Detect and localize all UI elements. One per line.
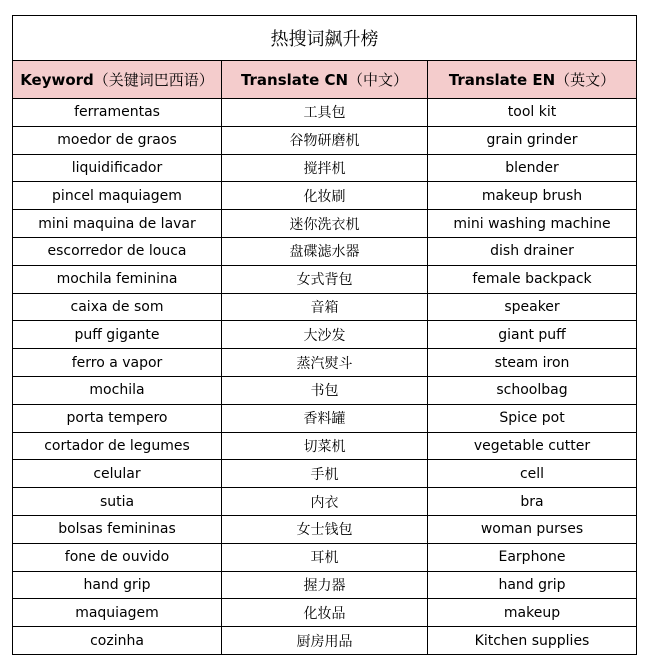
keyword-cell: mochila [13, 376, 222, 404]
translate-cn-cell: 内衣 [222, 488, 428, 516]
translate-en-cell: makeup [428, 599, 637, 627]
translate-en-cell: makeup brush [428, 182, 637, 210]
translate-cn-cell: 工具包 [222, 99, 428, 127]
keyword-cell: cortador de legumes [13, 432, 222, 460]
table-body [13, 99, 637, 655]
header-translate-cn [222, 61, 428, 99]
translate-en-cell: female backpack [428, 265, 637, 293]
table-row [13, 321, 637, 349]
title-row [13, 16, 637, 61]
translate-en-cell: speaker [428, 293, 637, 321]
header-row [13, 61, 637, 99]
table-row [13, 404, 637, 432]
translate-en-cell: Kitchen supplies [428, 627, 637, 655]
header-keyword-main: Keyword [20, 71, 94, 89]
translate-en-cell: giant puff [428, 321, 637, 349]
table-row [13, 432, 637, 460]
translate-en-cell: tool kit [428, 99, 637, 127]
keyword-cell: pincel maquiagem [13, 182, 222, 210]
keyword-cell: liquidificador [13, 154, 222, 182]
translate-cn-cell: 握力器 [222, 571, 428, 599]
keyword-cell: cozinha [13, 627, 222, 655]
table-row [13, 265, 637, 293]
translate-en-cell: blender [428, 154, 637, 182]
translate-cn-cell: 蒸汽熨斗 [222, 349, 428, 377]
translate-en-cell: mini washing machine [428, 210, 637, 238]
header-translate-cn-main: Translate CN [240, 71, 349, 89]
keyword-cell: celular [13, 460, 222, 488]
translate-en-cell: Earphone [428, 543, 637, 571]
translate-en-cell: woman purses [428, 515, 637, 543]
table-row [13, 154, 637, 182]
translate-en-cell: vegetable cutter [428, 432, 637, 460]
translate-cn-cell: 大沙发 [222, 321, 428, 349]
keyword-cell: moedor de graos [13, 126, 222, 154]
translate-cn-cell: 谷物研磨机 [222, 126, 428, 154]
translate-en-cell: bra [428, 488, 637, 516]
translate-cn-cell: 迷你洗衣机 [222, 210, 428, 238]
translate-cn-cell: 手机 [222, 460, 428, 488]
table-row [13, 460, 637, 488]
keyword-cell: mini maquina de lavar [13, 210, 222, 238]
table-row [13, 210, 637, 238]
header-keyword [13, 61, 222, 99]
translate-en-cell: dish drainer [428, 237, 637, 265]
translate-cn-cell: 搅拌机 [222, 154, 428, 182]
translate-cn-cell: 女士钱包 [222, 515, 428, 543]
keyword-cell: mochila feminina [13, 265, 222, 293]
keyword-cell: bolsas femininas [13, 515, 222, 543]
table-row [13, 349, 637, 377]
translate-en-cell: steam iron [428, 349, 637, 377]
header-translate-cn-sub: （中文） [348, 71, 409, 89]
translate-en-cell: grain grinder [428, 126, 637, 154]
header-keyword-sub: （关键词巴西语） [93, 71, 214, 89]
translate-cn-cell: 切菜机 [222, 432, 428, 460]
keyword-cell: maquiagem [13, 599, 222, 627]
table-row [13, 543, 637, 571]
table-row [13, 126, 637, 154]
table-row [13, 627, 637, 655]
translate-cn-cell: 盘碟滤水器 [222, 237, 428, 265]
table-row [13, 99, 637, 127]
table-row [13, 488, 637, 516]
header-translate-en-main: Translate EN [448, 71, 556, 89]
header-translate-en [428, 61, 637, 99]
table-row [13, 237, 637, 265]
translate-cn-cell: 化妆刷 [222, 182, 428, 210]
translate-cn-cell: 女式背包 [222, 265, 428, 293]
translate-cn-cell: 音箱 [222, 293, 428, 321]
table-title: 热搜词飙升榜 [13, 16, 637, 61]
keyword-cell: hand grip [13, 571, 222, 599]
keyword-cell: porta tempero [13, 404, 222, 432]
table-row [13, 376, 637, 404]
table-row [13, 182, 637, 210]
translate-en-cell: Spice pot [428, 404, 637, 432]
keyword-cell: ferramentas [13, 99, 222, 127]
translate-en-cell: hand grip [428, 571, 637, 599]
translate-cn-cell: 厨房用品 [222, 627, 428, 655]
translate-cn-cell: 香料罐 [222, 404, 428, 432]
translate-cn-cell: 耳机 [222, 543, 428, 571]
table-row [13, 293, 637, 321]
keyword-cell: puff gigante [13, 321, 222, 349]
keyword-cell: escorredor de louca [13, 237, 222, 265]
translate-en-cell: cell [428, 460, 637, 488]
translate-cn-cell: 化妆品 [222, 599, 428, 627]
table-row [13, 515, 637, 543]
keyword-cell: ferro a vapor [13, 349, 222, 377]
table-row [13, 599, 637, 627]
header-translate-en-sub: （英文） [555, 71, 616, 89]
table-row [13, 571, 637, 599]
keyword-table [12, 15, 637, 655]
translate-en-cell: schoolbag [428, 376, 637, 404]
keyword-cell: caixa de som [13, 293, 222, 321]
keyword-cell: sutia [13, 488, 222, 516]
translate-cn-cell: 书包 [222, 376, 428, 404]
keyword-cell: fone de ouvido [13, 543, 222, 571]
